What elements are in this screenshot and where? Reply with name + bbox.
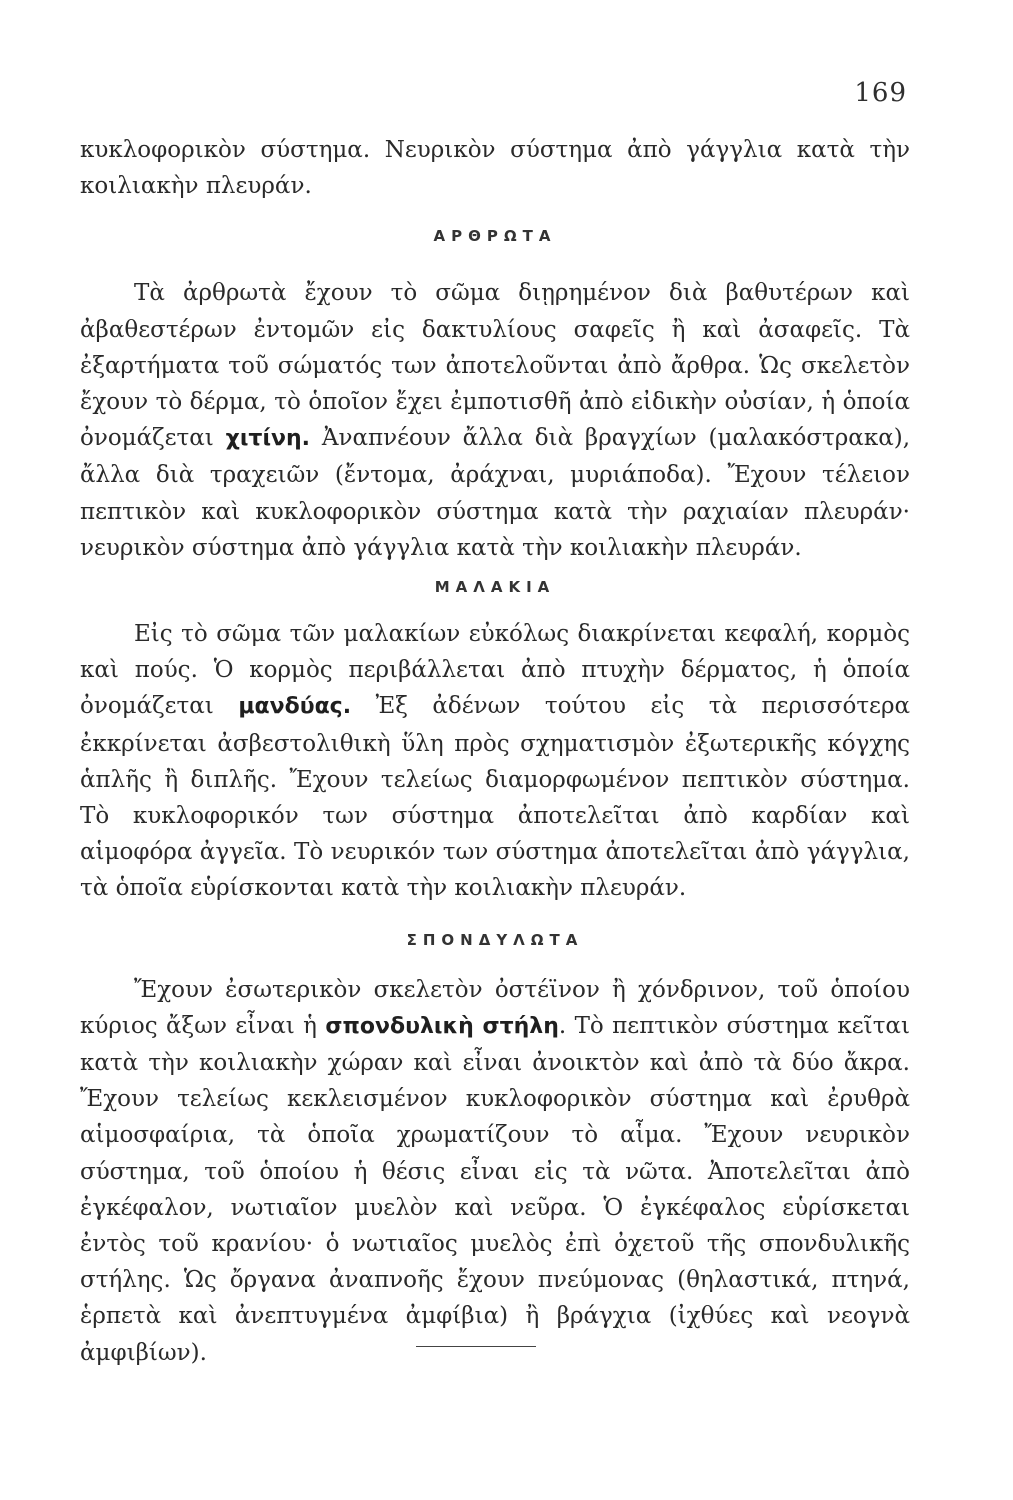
paragraph-text: Ἔχουν ἐσωτερικὸν σκελετὸν ὀστέϊνον ἢ χόνδρινον, τοῦ ὁποίου κύριος ἄξων εἶναι ἡ bbox=[80, 976, 910, 1039]
paragraph-text: Τὰ ἀρθρωτὰ ἔχουν τὸ σῶμα διῃρημένον διὰ βαθυτέρων καὶ ἀβαθεστέρων ἐντομῶν εἰς δακτυλίους σαφεῖς ἢ καὶ ἀσαφεῖς. Τὰ ἐξαρτήματα τοῦ σώματός των ἀποτελοῦνται ἀπὸ ἄρθρα. Ὡς σκελετὸν ἔχουν τὸ δέρμα, τὸ ὁποῖον ἔχει ἐμποτισθῆ ἀπὸ εἰδικὴν οὐσίαν, ἡ ὁποία ὀνομάζεται bbox=[80, 280, 910, 452]
page-body bbox=[80, 132, 910, 1371]
page-number: 169 bbox=[854, 78, 907, 108]
section-heading-arthropoda: ΑΡΘΡΩΤΑ bbox=[433, 227, 557, 246]
end-of-section-rule bbox=[416, 1346, 536, 1347]
opening-paragraph: κυκλοφορικὸν σύστημα. Νευρικὸν σύστημα ἀπὸ γάγγλια κατὰ τὴν κοιλιακὴν πλευράν. bbox=[80, 137, 910, 200]
section-heading-mollusca: ΜΑΛΑΚΙΑ bbox=[434, 578, 556, 597]
paragraph-text: Ἐξ ἀδένων τούτου εἰς τὰ περισσότερα ἐκκρίνεται ἀσβεστολιθικὴ ὕλη πρὸς σχηματισμὸν ἐξωτερικῆς κόγχης ἁπλῆς ἢ διπλῆς. Ἔχουν τελείως διαμορφωμένον πεπτικὸν σύστημα. Τὸ κυκλοφορικόν των σύστημα ἀποτελεῖται ἀπὸ καρδίαν καὶ αἱμοφόρα ἀγγεῖα. Τὸ νευρικόν των σύστημα ἀποτελεῖται ἀπὸ γάγγλια, τὰ ὁποῖα εὑρίσκονται κατὰ τὴν κοιλιακὴν πλευράν. bbox=[80, 693, 911, 902]
key-term-spinal-column: σπονδυλικὴ στήλη bbox=[325, 1013, 559, 1039]
paragraph-text: . Τὸ πεπτικὸν σύστημα κεῖται κατὰ τὴν κοιλιακὴν χώραν καὶ εἶναι ἀνοικτὸν καὶ ἀπὸ τὰ δύο ἄκρα. Ἔχουν τελείως κεκλεισμένον κυκλοφορικὸν σύστημα καὶ ἐρυθρὰ αἱμοσφαίρια, τὰ ὁποῖα χρωματίζουν τὸ αἷμα. Ἔχουν νευρικὸν σύστημα, τοῦ ὁποίου ἡ θέσις εἶναι εἰς τὰ νῶτα. Ἀποτελεῖται ἀπὸ ἐγκέφαλον, νωτιαῖον μυελὸν καὶ νεῦρα. Ὁ ἐγκέφαλος εὑρίσκεται ἐντὸς τοῦ κρανίου· ὁ νωτιαῖος μυελὸς ἐπὶ ὀχετοῦ τῆς σπονδυλικῆς στήλης. Ὡς ὄργανα ἀναπνοῆς ἔχουν πνεύμονας (θηλαστικά, πτηνά, ἑρπετὰ καὶ ἀνεπτυγμένα ἀμφίβια) ἢ βράγχια (ἰχθύες καὶ νεογνὰ ἀμφιβίων). bbox=[80, 1012, 910, 1366]
key-term-chitin: χιτίνη. bbox=[225, 426, 311, 452]
paragraph-text: Ἀναπνέουν ἄλλα διὰ βραγχίων (μαλακόστρακα), ἄλλα διὰ τραχειῶν (ἔντομα, ἀράχναι, μυριάποδα). Ἔχουν τέλειον πεπτικὸν καὶ κυκλοφορικὸν σύστημα κατὰ τὴν ραχιαίαν πλευράν· νευρικὸν σύστημα ἀπὸ γάγγλια κατὰ τὴν κοιλιακὴν πλευράν. bbox=[80, 425, 911, 561]
paragraph-arthropoda bbox=[80, 275, 910, 566]
section-heading-vertebrata: ΣΠΟΝΔΥΛΩΤΑ bbox=[406, 930, 584, 949]
paragraph-mollusca bbox=[80, 616, 910, 907]
paragraph-vertebrata bbox=[80, 972, 910, 1371]
key-term-mantle: μανδύας. bbox=[238, 694, 352, 720]
paragraph-text: Εἰς τὸ σῶμα τῶν μαλακίων εὐκόλως διακρίνεται κεφαλή, κορμὸς καὶ πούς. Ὁ κορμὸς περιβάλλεται ἀπὸ πτυχὴν δέρματος, ἡ ὁποία ὀνομάζεται bbox=[80, 621, 910, 720]
